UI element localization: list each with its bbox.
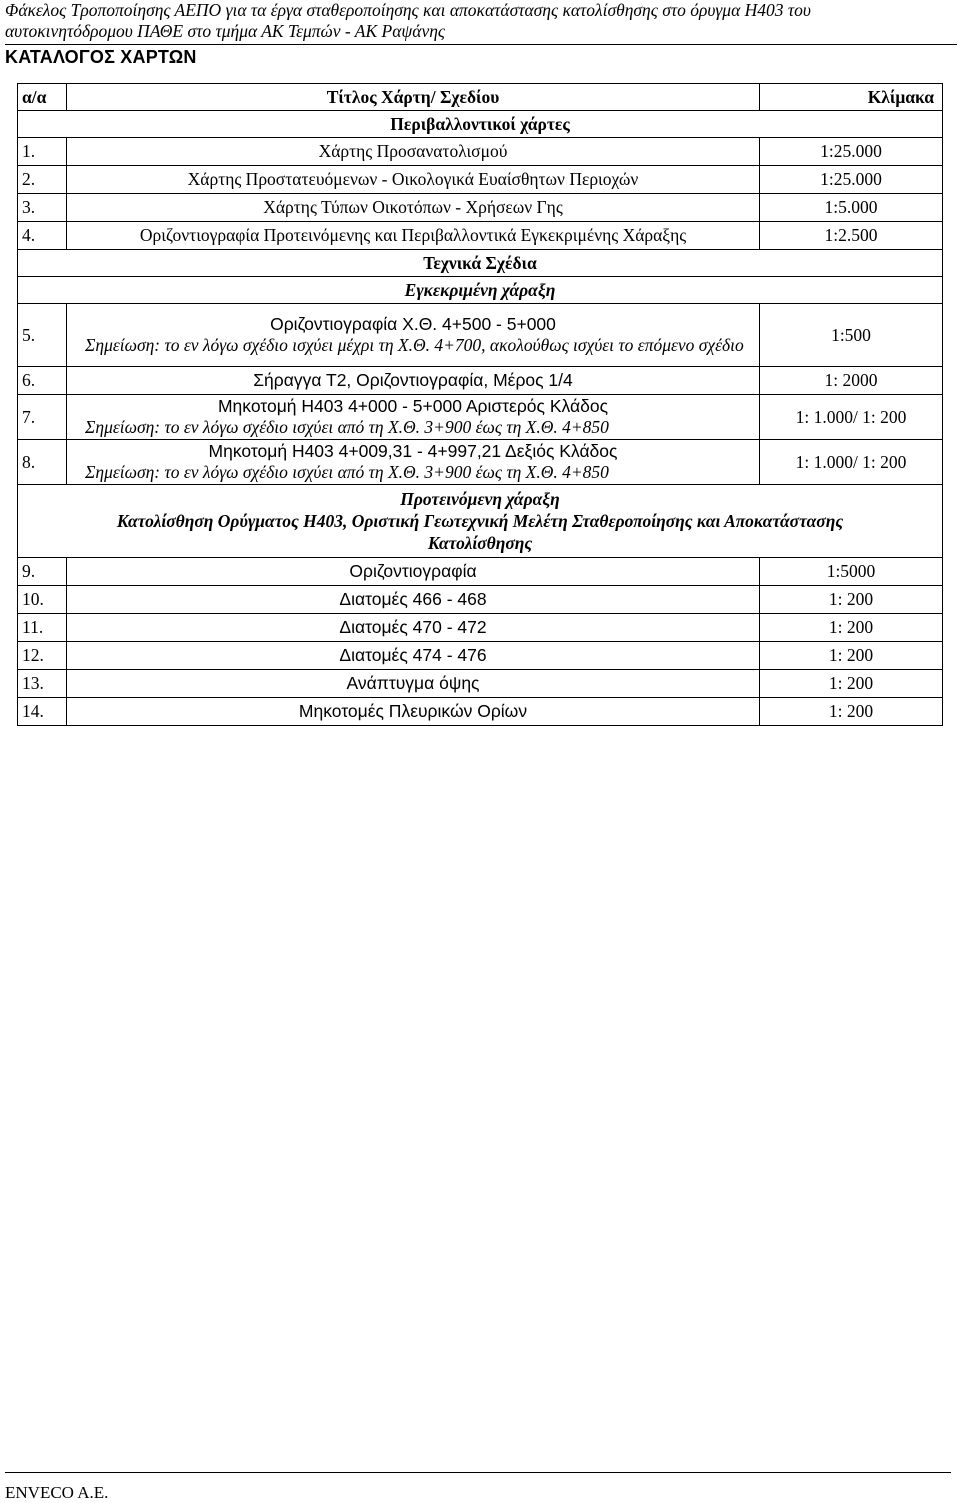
row-num: 9. [18, 558, 67, 586]
table-header-row [18, 84, 943, 111]
subsection-proposed-title: Προτεινόμενη χάραξη [400, 489, 560, 509]
row-scale: 1:5000 [760, 558, 943, 586]
section-row [18, 250, 943, 277]
subsection-row [18, 277, 943, 304]
row-num: 2. [18, 166, 67, 194]
row-num: 13. [18, 670, 67, 698]
row-title: Χάρτης Προσανατολισμού [67, 138, 760, 166]
row-scale: 1: 200 [760, 642, 943, 670]
row-title: Οριζοντιογραφία [67, 558, 760, 586]
table-row [18, 138, 943, 166]
row-title: Οριζοντιογραφία Χ.Θ. 4+500 - 5+000 [270, 314, 556, 334]
table-row [18, 440, 943, 485]
header-line-1: Φάκελος Τροποποίησης ΑΕΠΟ για τα έργα σταθεροποίησης και αποκατάστασης κατολίσθησης στο όρυγμα Η403 του [5, 0, 811, 20]
row-title-with-note [67, 304, 760, 367]
row-note: Σημείωση: το εν λόγω σχέδιο ισχύει από τη Χ.Θ. 3+900 έως τη Χ.Θ. 4+850 [85, 462, 609, 482]
row-scale: 1:2.500 [760, 222, 943, 250]
subsection-proposed-alignment [18, 485, 943, 558]
row-scale: 1: 200 [760, 670, 943, 698]
row-scale: 1:5.000 [760, 194, 943, 222]
row-scale: 1: 200 [760, 614, 943, 642]
row-title: Ανάπτυγμα όψης [67, 670, 760, 698]
row-num: 4. [18, 222, 67, 250]
table-row [18, 670, 943, 698]
row-scale: 1: 1.000/ 1: 200 [760, 395, 943, 440]
table-row [18, 367, 943, 395]
row-title: Σήραγγα Τ2, Οριζοντιογραφία, Μέρος 1/4 [67, 367, 760, 395]
table-row [18, 698, 943, 726]
row-title-with-note [67, 395, 760, 440]
row-title: Χάρτης Τύπων Οικοτόπων - Χρήσεων Γης [67, 194, 760, 222]
column-header-num: α/α [18, 84, 67, 111]
section-technical-drawings: Τεχνικά Σχέδια [18, 250, 943, 277]
maps-table [17, 83, 943, 726]
section-row [18, 111, 943, 138]
row-title: Χάρτης Προστατευόμενων - Οικολογικά Ευαίσθητων Περιοχών [67, 166, 760, 194]
row-num: 1. [18, 138, 67, 166]
row-num: 11. [18, 614, 67, 642]
table-row [18, 194, 943, 222]
table-row [18, 586, 943, 614]
row-note: Σημείωση: το εν λόγω σχέδιο ισχύει μέχρι τη Χ.Θ. 4+700, ακολούθως ισχύει το επόμενο σχέδιο [85, 335, 744, 355]
subsection-approved-alignment: Εγκεκριμένη χάραξη [18, 277, 943, 304]
row-scale: 1: 200 [760, 698, 943, 726]
page-header [5, 0, 957, 45]
row-scale: 1: 200 [760, 586, 943, 614]
row-num: 12. [18, 642, 67, 670]
row-title: Οριζοντιογραφία Προτεινόμενης και Περιβαλλοντικά Εγκεκριμένης Χάραξης [67, 222, 760, 250]
row-scale: 1:500 [760, 304, 943, 367]
row-num: 3. [18, 194, 67, 222]
row-title: Διατομές 466 - 468 [67, 586, 760, 614]
column-header-scale: Κλίμακα [760, 84, 943, 111]
table-row [18, 304, 943, 367]
column-header-title: Τίτλος Χάρτη/ Σχεδίου [67, 84, 760, 111]
row-num: 14. [18, 698, 67, 726]
row-title: Διατομές 470 - 472 [67, 614, 760, 642]
table-row [18, 558, 943, 586]
row-scale: 1:25.000 [760, 166, 943, 194]
table-row [18, 395, 943, 440]
row-scale: 1:25.000 [760, 138, 943, 166]
table-row [18, 222, 943, 250]
page-footer [5, 1472, 951, 1503]
document-title: ΚΑΤΑΛΟΓΟΣ ΧΑΡΤΩΝ [5, 47, 197, 67]
row-note: Σημείωση: το εν λόγω σχέδιο ισχύει από τη Χ.Θ. 3+900 έως τη Χ.Θ. 4+850 [85, 417, 609, 437]
table-row [18, 166, 943, 194]
row-num: 7. [18, 395, 67, 440]
row-scale: 1: 2000 [760, 367, 943, 395]
row-title: Μηκοτομές Πλευρικών Ορίων [67, 698, 760, 726]
row-num: 10. [18, 586, 67, 614]
section-environmental-maps: Περιβαλλοντικοί χάρτες [18, 111, 943, 138]
footer-company: ENVECO A.E. [5, 1483, 109, 1502]
row-title: Διατομές 474 - 476 [67, 642, 760, 670]
row-num: 6. [18, 367, 67, 395]
row-num: 5. [18, 304, 67, 367]
row-num: 8. [18, 440, 67, 485]
row-scale: 1: 1.000/ 1: 200 [760, 440, 943, 485]
subsection-row [18, 485, 943, 558]
table-row [18, 642, 943, 670]
row-title: Μηκοτομή Η403 4+009,31 - 4+997,21 Δεξιός Κλάδος [208, 441, 618, 461]
row-title: Μηκοτομή Η403 4+000 - 5+000 Αριστερός Κλάδος [217, 396, 609, 416]
subsection-landslide-title: Κατολίσθηση Ορύγματος Η403, Οριστική Γεωτεχνική Μελέτη Σταθεροποίησης και Αποκατάστασης Κατολίσθησης [116, 511, 844, 553]
row-title-with-note [67, 440, 760, 485]
table-row [18, 614, 943, 642]
header-line-2: αυτοκινητόδρομου ΠΑΘΕ στο τμήμα ΑΚ Τεμπών - ΑΚ Ραψάνης [5, 21, 446, 41]
